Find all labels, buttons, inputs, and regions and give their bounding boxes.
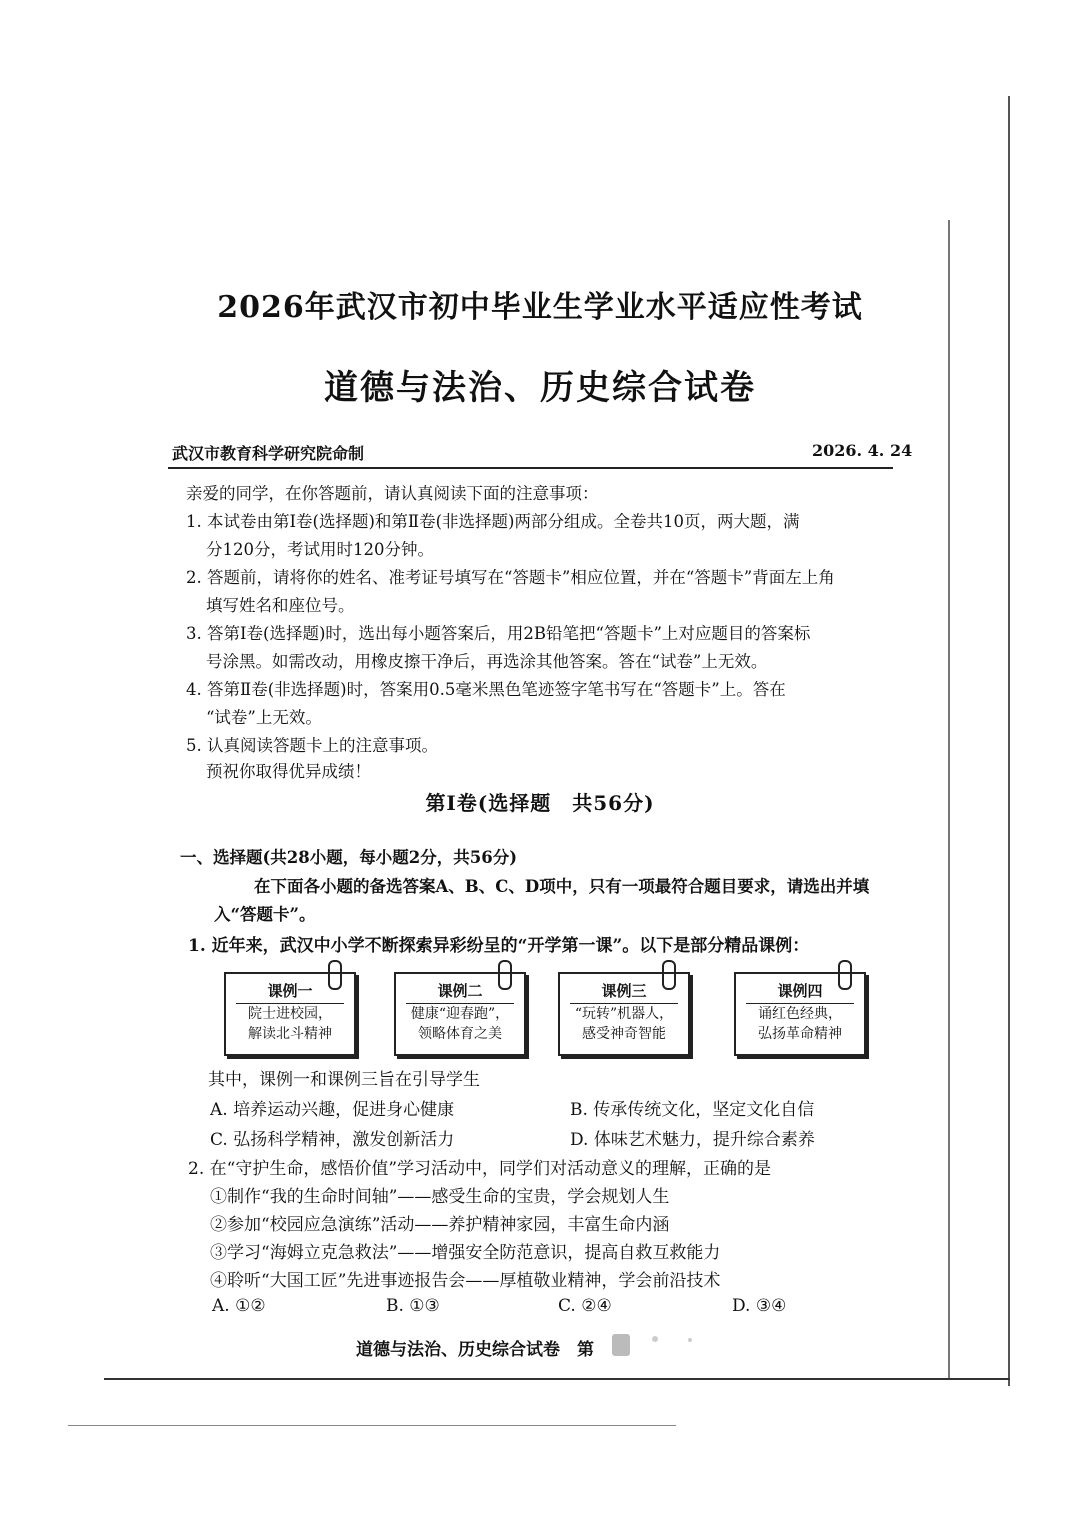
lesson-card-title: 课例一 xyxy=(236,980,344,1004)
note-line: 5. 认真阅读答题卡上的注意事项。 xyxy=(186,736,438,755)
q1-stem: 1. 近年来，武汉中小学不断探索异彩纷呈的“开学第一课”。以下是部分精品课例： xyxy=(188,936,810,956)
q2-option-c: C. ②④ xyxy=(558,1296,612,1316)
lesson-card-line: “玩转”机器人， xyxy=(574,1006,674,1022)
exam-subtitle: 道德与法治、历史综合试卷 xyxy=(324,368,756,408)
lesson-card-title: 课例四 xyxy=(746,980,854,1004)
instruction-line: 在下面各小题的备选答案A、B、C、D项中，只有一项最符合题目要求，请选出并填 xyxy=(254,877,870,896)
note-line: 4. 答第Ⅱ卷(非选择题)时，答案用0.5毫米黑色笔迹签字笔书写在“答题卡”上。答在 xyxy=(186,680,786,699)
lesson-card-1 xyxy=(224,972,356,1056)
issuer: 武汉市教育科学研究院命制 xyxy=(172,444,365,463)
scan-smudge xyxy=(652,1336,658,1342)
lesson-card-line: 诵红色经典， xyxy=(758,1006,842,1022)
q2-option-d: D. ③④ xyxy=(732,1296,787,1316)
note-line: 填写姓名和座位号。 xyxy=(206,596,355,615)
paperclip-icon xyxy=(838,960,852,990)
note-line: 预祝你取得优异成绩！ xyxy=(206,762,371,781)
exam-title: 2026年武汉市初中毕业生学业水平适应性考试 xyxy=(217,290,863,325)
q1-option-b: B. 传承传统文化，坚定文化自信 xyxy=(570,1100,815,1120)
section-title: 第Ⅰ卷(选择题 共56分) xyxy=(425,791,655,815)
exam-date: 2026. 4. 24 xyxy=(812,441,913,460)
q2-item: ③学习“海姆立克急救法”——增强安全防范意识，提高自救互救能力 xyxy=(210,1243,721,1263)
note-line: 2. 答题前，请将你的姓名、准考证号填写在“答题卡”相应位置，并在“答题卡”背面左上角 xyxy=(186,568,835,587)
paperclip-icon xyxy=(498,960,512,990)
lesson-card-line: 解读北斗精神 xyxy=(248,1026,332,1042)
q2-item: ④聆听“大国工匠”先进事迹报告会——厚植敬业精神，学会前沿技术 xyxy=(210,1271,721,1291)
lesson-card-line: 院士进校园， xyxy=(248,1006,332,1022)
scan-border-lower xyxy=(68,1425,676,1426)
header-rule xyxy=(168,467,893,469)
scan-smudge xyxy=(612,1334,630,1356)
lesson-card-2 xyxy=(394,972,526,1056)
lesson-card-line: 健康“迎春跑”， xyxy=(410,1006,510,1022)
q2-item: ①制作“我的生命时间轴”——感受生命的宝贵，学会规划人生 xyxy=(210,1187,670,1207)
lesson-card-line: 弘扬革命精神 xyxy=(758,1026,842,1042)
lesson-card-line: 领略体育之美 xyxy=(418,1026,502,1042)
scan-smudge xyxy=(688,1338,692,1342)
q2-option-a: A. ①② xyxy=(212,1296,266,1316)
lesson-card-title: 课例二 xyxy=(406,980,514,1004)
note-line: 1. 本试卷由第Ⅰ卷(选择题)和第Ⅱ卷(非选择题)两部分组成。全卷共10页，两大题，满 xyxy=(186,512,800,531)
page-footer: 道德与法治、历史综合试卷 第 xyxy=(356,1340,594,1360)
paperclip-icon xyxy=(662,960,676,990)
notes-greeting: 亲爱的同学，在你答题前，请认真阅读下面的注意事项： xyxy=(186,484,599,503)
lesson-card-line: 感受神奇智能 xyxy=(582,1026,666,1042)
q1-option-d: D. 体味艺术魅力，提升综合素养 xyxy=(570,1130,815,1150)
q1-prompt: 其中，课例一和课例三旨在引导学生 xyxy=(208,1070,480,1090)
lesson-card-3 xyxy=(558,972,690,1056)
lesson-card-4 xyxy=(734,972,866,1056)
q1-option-c: C. 弘扬科学精神，激发创新活力 xyxy=(210,1130,455,1150)
q2-stem: 2. 在“守护生命，感悟价值”学习活动中，同学们对活动意义的理解，正确的是 xyxy=(188,1159,772,1179)
question-heading: 一、选择题(共28小题，每小题2分，共56分) xyxy=(180,848,518,867)
q1-option-a: A. 培养运动兴趣，促进身心健康 xyxy=(210,1100,455,1120)
lesson-card-title: 课例三 xyxy=(570,980,678,1004)
paperclip-icon xyxy=(328,960,342,990)
q2-item: ②参加“校园应急演练”活动——养护精神家园，丰富生命内涵 xyxy=(210,1215,670,1235)
scan-border-bottom xyxy=(104,1378,1010,1380)
note-line: 号涂黑。如需改动，用橡皮擦干净后，再选涂其他答案。答在“试卷”上无效。 xyxy=(206,652,768,671)
q2-option-b: B. ①③ xyxy=(386,1296,440,1316)
note-line: 3. 答第Ⅰ卷(选择题)时，选出每小题答案后，用2B铅笔把“答题卡”上对应题目的答案标 xyxy=(186,624,811,643)
instruction-line: 入“答题卡”。 xyxy=(214,905,316,924)
note-line: “试卷”上无效。 xyxy=(206,708,322,727)
note-line: 分120分，考试用时120分钟。 xyxy=(206,540,434,559)
